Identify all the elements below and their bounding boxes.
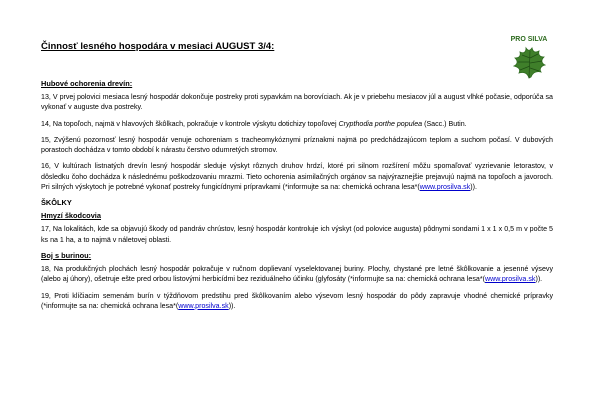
- prosilva-link[interactable]: www.prosilva.sk: [178, 301, 229, 310]
- paragraph-14-text: 14, Na topoľoch, najmä v hlavových škôlkach, pokračuje v kontrole výskytu dotichizy topoľovej: [41, 119, 339, 128]
- weed-control-heading: Boj s burinou:: [41, 250, 92, 260]
- prosilva-link[interactable]: www.prosilva.sk: [484, 275, 536, 284]
- paragraph-14: [41, 119, 553, 129]
- paragraph-19: [41, 291, 553, 312]
- paragraph-19-text-end: )).: [228, 301, 236, 310]
- prosilva-link[interactable]: www.prosilva.sk: [419, 183, 471, 192]
- paragraph-18-text: 18, Na produkčných plochách lesný hospodár pokračuje v ručnom doplievaní vyselektovanej buriny. Plochy, chystané pre letné škôlkovanie a jesenné výsevy (alebo aj úhory), ošetruje ešte pred orbou listovými herbicídmi bez reziduálneho účinku (glyfosáty (*informujte sa na: chemická ochrana lesa*(: [41, 264, 553, 284]
- paragraph-14-text-end: (Sacc.) Butin.: [422, 119, 467, 128]
- paragraph-18-text-end: )).: [535, 275, 543, 284]
- oak-leaf-icon: [509, 42, 549, 80]
- document-body: [41, 79, 553, 317]
- logo-text: PRO SILVA: [510, 36, 548, 43]
- paragraph-16-text-end: )).: [470, 183, 477, 192]
- paragraph-19-text: 19, Proti klíčiacim semenám burín v týždňovom predstihu pred škôlkovaním alebo výsevom lesný hospodár do pôdy zapravuje vhodné chemické prípravky (*informujte sa na: chemická ochrana lesa*(: [41, 291, 553, 310]
- paragraph-15: 15, Zvýšenú pozornosť lesný hospodár venuje ochoreniam s tracheomykóznymi príznakmi najmä po predchádzajúcom teplom a suchom počasí. V dubových porastoch dochádza v tomto období k nárastu čerstvo odumretých stromov.: [41, 135, 553, 155]
- page-title: Činnosť lesného hospodára v mesiaci AUGUST 3/4:: [41, 41, 275, 52]
- paragraph-14-species: Crypthodia porthe populea: [338, 119, 423, 128]
- nursery-heading: ŠKÔLKY: [41, 198, 72, 208]
- insect-pests-heading: Hmyzí škodcovia: [41, 211, 101, 221]
- paragraph-16-text: 16, V kultúrach listnatých drevín lesný hospodár sleduje výskyt rôznych druhov hrdzí, ktoré pri silnom rozšírení môžu spomaľovať vyzrievanie letorastov, v dôsledku čoho dochádza k následnému poškodzovaniu mrazmi. Tieto ochorenia asimilačných orgánov sa najvýraznejšie prejavujú najmä na topoľoch a javoroch. Pri silných výskytoch je potrebné vykonať postreky fungicídnymi prípravkami (*informujte sa na: chemická ochrana lesa*(: [41, 162, 553, 192]
- pro-silva-logo: [505, 36, 553, 80]
- paragraph-16: [41, 161, 553, 192]
- paragraph-18: [41, 264, 553, 285]
- paragraph-17: 17, Na lokalitách, kde sa objavujú škody od pandráv chrústov, lesný hospodár kontroluje ich výskyt (od polovice augusta) pôdnymi sondami 1 x 1 x 0,5 m v počte 5 ks na 1 ha, a to najmä v náletovej oblasti.: [41, 225, 553, 244]
- paragraph-13: 13, V prvej polovici mesiaca lesný hospodár dokončuje postreky proti sypavkám na borovíciach. Ak je v priebehu mesiacov júl a august vlhké počasie, odporúča sa vykonať v auguste dva postreky.: [41, 93, 553, 112]
- fungal-diseases-heading: Hubové ochorenia drevín:: [41, 79, 133, 88]
